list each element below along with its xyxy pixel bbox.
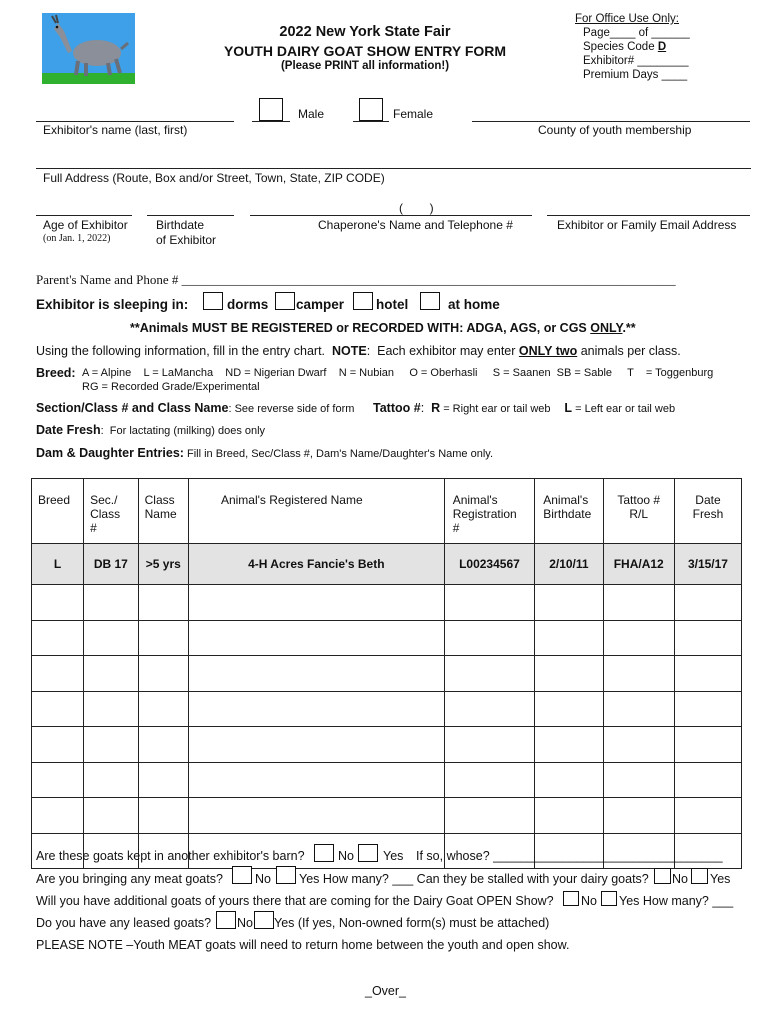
- male-underline: [252, 121, 290, 122]
- q4-yes-tail: Yes (If yes, Non-owned form(s) must be attached): [274, 916, 550, 930]
- form-title-line2: YOUTH DAIRY GOAT SHOW ENTRY FORM: [223, 43, 507, 59]
- q1-no-label: No: [338, 849, 354, 863]
- table-cell[interactable]: [444, 762, 535, 798]
- registration-note-pre: **Animals MUST BE REGISTERED or RECORDED WITH: ADGA, AGS, or CGS: [130, 321, 591, 335]
- tattoo-r: R: [431, 401, 441, 415]
- table-cell[interactable]: [603, 762, 674, 798]
- q2-stall-yes-checkbox[interactable]: [691, 868, 708, 884]
- office-use-title: For Office Use Only:: [575, 13, 679, 25]
- office-species-code: D: [657, 41, 667, 53]
- form-title-line3: (Please PRINT all information!): [280, 60, 450, 72]
- table-cell[interactable]: [32, 727, 84, 763]
- fresh-label: Date Fresh: [36, 423, 101, 437]
- section-text: : See reverse side of form: [228, 403, 355, 415]
- table-cell[interactable]: [444, 727, 535, 763]
- home-label: at home: [448, 297, 500, 312]
- using-info: [36, 344, 681, 358]
- table-cell[interactable]: [603, 620, 674, 656]
- table-cell[interactable]: [138, 585, 188, 621]
- county-line[interactable]: [472, 121, 750, 122]
- table-cell: DB 17: [84, 544, 139, 585]
- tattoo-l: L: [564, 401, 573, 415]
- table-cell: L: [32, 544, 84, 585]
- q4-no-checkbox[interactable]: [216, 911, 236, 929]
- breed-list-2: RG = Recorded Grade/Experimental: [82, 381, 260, 393]
- tattoo-label: Tattoo #: [373, 401, 421, 415]
- table-row[interactable]: [32, 691, 742, 727]
- q3-yes-tail: Yes How many? ___: [619, 894, 734, 908]
- county-label: County of youth membership: [538, 123, 692, 137]
- table-row[interactable]: [32, 620, 742, 656]
- camper-label: camper: [296, 297, 345, 312]
- fresh-info: [36, 423, 265, 437]
- fresh-text: : For lactating (milking) does only: [100, 425, 266, 437]
- table-cell[interactable]: [535, 798, 603, 834]
- q1-tail[interactable]: If so, whose? _________________________________: [416, 849, 723, 863]
- q2-stall-no-label: No: [672, 872, 688, 886]
- table-cell[interactable]: [188, 620, 444, 656]
- table-cell[interactable]: [603, 656, 674, 692]
- office-page-field: Page____ of ______: [583, 27, 690, 39]
- table-cell[interactable]: [32, 656, 84, 692]
- table-cell[interactable]: [138, 762, 188, 798]
- q4-yes-checkbox[interactable]: [254, 911, 274, 929]
- female-underline: [353, 121, 389, 122]
- male-label: Male: [298, 107, 325, 121]
- table-row[interactable]: [32, 762, 742, 798]
- table-cell[interactable]: [674, 620, 741, 656]
- q2-stall-yes-label: Yes: [710, 872, 731, 886]
- office-species-label: Species Code: [583, 41, 655, 53]
- table-cell[interactable]: [32, 620, 84, 656]
- office-premium-field: Premium Days ____: [583, 69, 688, 81]
- table-cell: >5 yrs: [138, 544, 188, 585]
- q1-yes-checkbox[interactable]: [358, 844, 378, 862]
- header-class-name: Class Name: [138, 479, 188, 544]
- exhibitor-name-line[interactable]: [36, 121, 234, 122]
- table-cell[interactable]: [188, 656, 444, 692]
- table-row-sample: [32, 544, 742, 585]
- table-cell[interactable]: [84, 727, 139, 763]
- q2-yes-checkbox[interactable]: [276, 866, 296, 884]
- table-cell[interactable]: [32, 691, 84, 727]
- table-cell[interactable]: [535, 620, 603, 656]
- form-title-line1: 2022 New York State Fair: [279, 24, 451, 40]
- hotel-checkbox[interactable]: [353, 292, 373, 310]
- q1-yes-label: Yes: [383, 849, 404, 863]
- q2-stall-no-checkbox[interactable]: [654, 868, 671, 884]
- table-row[interactable]: [32, 798, 742, 834]
- table-cell[interactable]: [32, 798, 84, 834]
- email-label: Exhibitor or Family Email Address: [557, 218, 737, 232]
- age-label: Age of Exhibitor: [43, 218, 128, 232]
- q4-no-label: No: [237, 916, 253, 930]
- table-cell[interactable]: [674, 585, 741, 621]
- table-cell[interactable]: [674, 798, 741, 834]
- table-header-row: [32, 479, 742, 544]
- phone-parens: ( ): [399, 201, 434, 215]
- section-label: Section/Class # and Class Name: [36, 401, 229, 415]
- camper-checkbox[interactable]: [275, 292, 295, 310]
- table-cell[interactable]: [674, 656, 741, 692]
- age-line[interactable]: [36, 215, 132, 216]
- header-tattoo: Tattoo # R/L: [603, 479, 674, 544]
- table-cell[interactable]: [84, 691, 139, 727]
- table-cell: 2/10/11: [535, 544, 603, 585]
- table-row[interactable]: [32, 727, 742, 763]
- using-info-only: ONLY two: [518, 344, 578, 358]
- table-cell[interactable]: [84, 798, 139, 834]
- table-cell[interactable]: [444, 798, 535, 834]
- table-cell[interactable]: [138, 620, 188, 656]
- dorms-label: dorms: [227, 297, 269, 312]
- tattoo-info: Tattoo #: R = Right ear or tail web L = Left ear or tail web: [373, 401, 676, 415]
- table-cell[interactable]: [138, 656, 188, 692]
- table-cell[interactable]: [535, 727, 603, 763]
- table-cell[interactable]: [188, 762, 444, 798]
- female-label: Female: [393, 107, 434, 121]
- table-cell[interactable]: [138, 727, 188, 763]
- q3-no-label: No: [581, 894, 597, 908]
- office-exhibitor-field: Exhibitor# ________: [583, 55, 689, 67]
- header-sec-class: Sec./ Class #: [84, 479, 139, 544]
- table-cell[interactable]: [84, 620, 139, 656]
- header-date-fresh: Date Fresh: [674, 479, 741, 544]
- table-cell[interactable]: [188, 798, 444, 834]
- table-cell[interactable]: [535, 585, 603, 621]
- tattoo-l-text: = Left ear or tail web: [572, 403, 676, 415]
- goat-logo: [42, 13, 135, 84]
- table-cell[interactable]: [535, 762, 603, 798]
- q2-yes-tail: Yes How many? ___ Can they be stalled with your dairy goats?: [299, 872, 649, 886]
- tattoo-r-text: = Right ear or tail web: [440, 403, 551, 415]
- table-cell[interactable]: [84, 585, 139, 621]
- header-registration: Animal's Registration #: [444, 479, 535, 544]
- registration-note-post: .**: [622, 321, 636, 335]
- birthdate-label-2: of Exhibitor: [156, 233, 217, 247]
- header-breed: Breed: [32, 479, 84, 544]
- table-cell: L00234567: [444, 544, 535, 585]
- dam-label: Dam & Daughter Entries:: [36, 446, 184, 460]
- table-cell[interactable]: [188, 585, 444, 621]
- chaperone-label: Chaperone's Name and Telephone #: [318, 218, 513, 232]
- table-cell[interactable]: [674, 762, 741, 798]
- address-line[interactable]: [36, 168, 751, 169]
- header-registered-name: Animal's Registered Name: [188, 479, 444, 544]
- table-cell[interactable]: [84, 762, 139, 798]
- chaperone-line[interactable]: [250, 215, 532, 216]
- table-cell[interactable]: [674, 727, 741, 763]
- exhibitor-name-label: Exhibitor's name (last, first): [43, 123, 188, 137]
- parent-field[interactable]: Parent's Name and Phone # ____________________________________________________________________________: [36, 272, 676, 287]
- table-cell[interactable]: [444, 691, 535, 727]
- using-info-pre: Using the following information, fill in the entry chart.: [36, 344, 332, 358]
- table-cell[interactable]: [138, 798, 188, 834]
- table-cell[interactable]: [603, 727, 674, 763]
- age-sublabel: (on Jan. 1, 2022): [43, 233, 111, 244]
- table-cell: 4-H Acres Fancie's Beth: [188, 544, 444, 585]
- hotel-label: hotel: [376, 297, 409, 312]
- table-cell[interactable]: [603, 585, 674, 621]
- header-birthdate: Animal's Birthdate: [535, 479, 603, 544]
- home-checkbox[interactable]: [420, 292, 440, 310]
- table-cell[interactable]: [674, 691, 741, 727]
- dam-info: [36, 446, 493, 460]
- sleeping-label: Exhibitor is sleeping in:: [36, 297, 189, 312]
- breed-list-1: A = Alpine L = LaMancha ND = Nigerian Dwarf N = Nubian O = Oberhasli S = Saanen SB = Sable T = Toggenburg: [82, 367, 714, 379]
- q3-no-checkbox[interactable]: [563, 891, 579, 906]
- address-label: Full Address (Route, Box and/or Street, Town, State, ZIP CODE): [43, 171, 385, 185]
- female-checkbox[interactable]: [359, 98, 383, 121]
- table-cell[interactable]: [444, 585, 535, 621]
- table-cell[interactable]: [444, 656, 535, 692]
- q3-text: Will you have additional goats of yours there that are coming for the Dairy Goat OPEN Show?: [36, 894, 554, 908]
- q3-yes-checkbox[interactable]: [601, 891, 617, 906]
- q1-text: Are these goats kept in another exhibitor's barn?: [36, 849, 305, 863]
- table-cell: 3/15/17: [674, 544, 741, 585]
- dam-text: Fill in Breed, Sec/Class #, Dam's Name/Daughter's Name only.: [183, 448, 494, 460]
- table-cell[interactable]: [84, 656, 139, 692]
- male-checkbox[interactable]: [259, 98, 283, 121]
- breed-label: Breed:: [36, 366, 76, 380]
- office-species-field: [583, 41, 666, 53]
- table-cell: FHA/A12: [603, 544, 674, 585]
- birthdate-line[interactable]: [147, 215, 234, 216]
- table-cell[interactable]: [32, 762, 84, 798]
- q2-text: Are you bringing any meat goats?: [36, 872, 223, 886]
- meat-goats-note: PLEASE NOTE –Youth MEAT goats will need to return home between the youth and open show.: [36, 938, 570, 952]
- using-info-post: animals per class.: [577, 344, 681, 358]
- table-cell[interactable]: [32, 585, 84, 621]
- table-cell[interactable]: [535, 656, 603, 692]
- table-cell[interactable]: [188, 727, 444, 763]
- table-cell[interactable]: [444, 620, 535, 656]
- birthdate-label-1: Birthdate: [156, 218, 205, 232]
- q2-no-checkbox[interactable]: [232, 866, 252, 884]
- q1-no-checkbox[interactable]: [314, 844, 334, 862]
- entry-table: [31, 478, 742, 869]
- table-cell[interactable]: [603, 691, 674, 727]
- table-cell[interactable]: [188, 691, 444, 727]
- registration-note: [130, 321, 636, 335]
- using-info-mid: : Each exhibitor may enter: [366, 344, 519, 358]
- table-cell[interactable]: [603, 798, 674, 834]
- table-cell[interactable]: [535, 691, 603, 727]
- q2-no-label: No: [255, 872, 271, 886]
- table-row[interactable]: [32, 656, 742, 692]
- table-cell[interactable]: [138, 691, 188, 727]
- table-row[interactable]: [32, 585, 742, 621]
- over-text: _Over_: [365, 984, 406, 998]
- using-info-note: NOTE: [331, 344, 367, 358]
- section-info: [36, 401, 354, 415]
- registration-note-only: ONLY: [590, 321, 623, 335]
- q4-text: Do you have any leased goats?: [36, 916, 212, 930]
- dorms-checkbox[interactable]: [203, 292, 223, 310]
- email-line[interactable]: [547, 215, 750, 216]
